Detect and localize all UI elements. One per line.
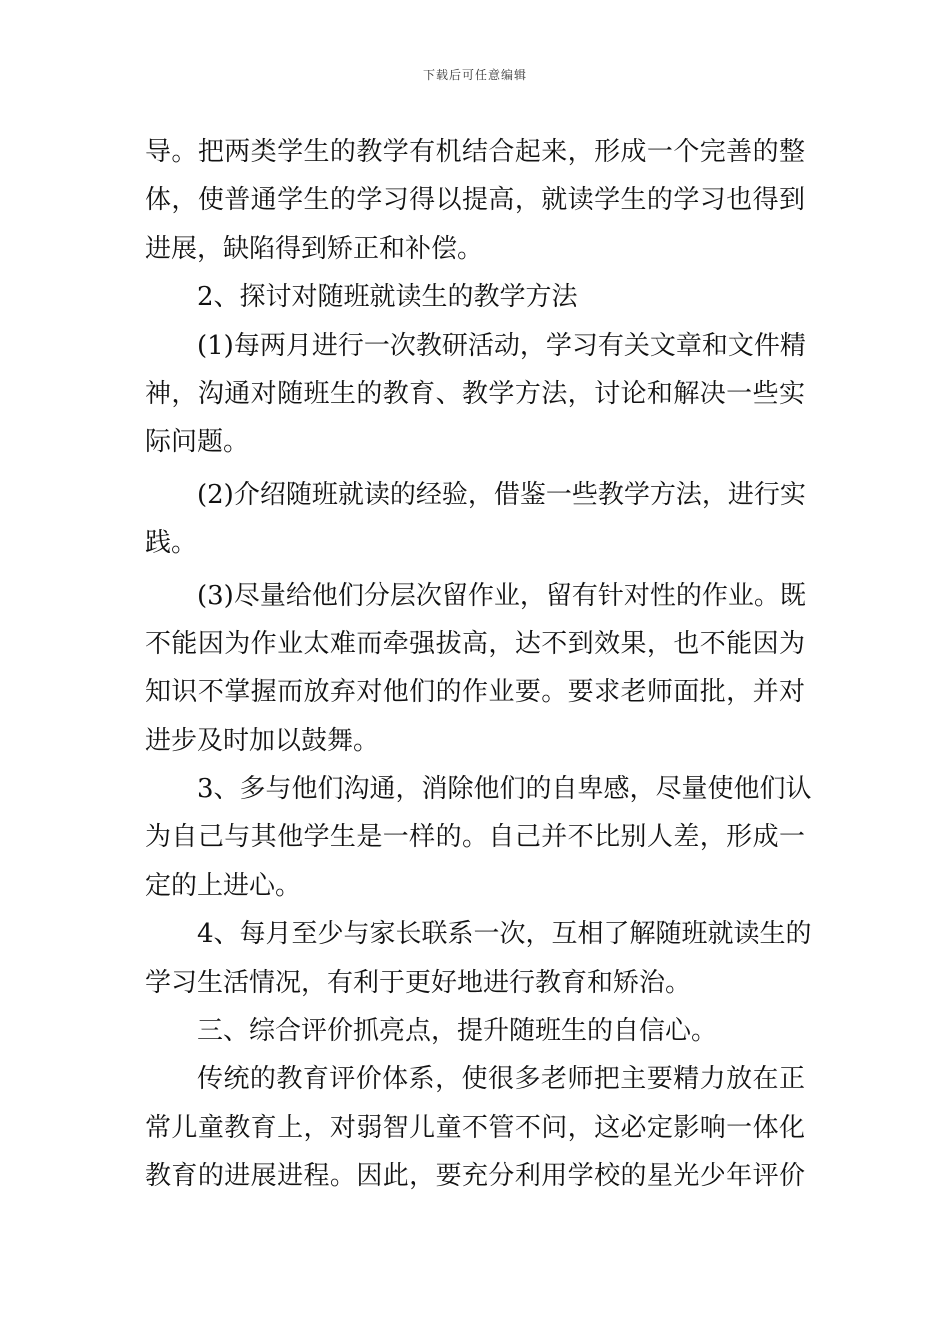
text-line: 为自己与其他学生是一样的。自己并不比别人差，形成一 xyxy=(145,822,805,853)
paragraph xyxy=(145,765,812,910)
text-line: 定的上进心。 xyxy=(145,870,302,901)
paragraph xyxy=(145,128,805,273)
text-line: 学习生活情况，有利于更好地进行教育和矫治。 xyxy=(145,967,692,998)
page-header-note: 下载后可任意编辑 xyxy=(422,68,527,82)
text-line: 3、多与他们沟通，消除他们的自卑感，尽量使他们认 xyxy=(197,774,812,805)
text-line: 导。把两类学生的教学有机结合起来，形成一个完善的整 xyxy=(145,137,805,167)
text-line: 进展，缺陷得到矫正和补偿。 xyxy=(145,233,484,264)
text-line: 体，使普通学生的学习得以提高，就读学生的学习也得到 xyxy=(145,185,805,216)
text-line: 进步及时加以鼓舞。 xyxy=(145,725,380,756)
section-heading xyxy=(145,1007,805,1055)
text-line: 常儿童教育上，对弱智儿童不管不问，这必定影响一体化 xyxy=(145,1112,805,1143)
text-line: 传统的教育评价体系，使很多老师把主要精力放在正 xyxy=(197,1064,805,1095)
section-heading xyxy=(145,273,805,321)
paragraph xyxy=(145,910,812,1007)
paragraph xyxy=(145,1055,805,1200)
paragraph xyxy=(145,322,805,467)
text-line: (2)介绍随班就读的经验，借鉴一些教学方法，进行实 xyxy=(197,479,806,510)
text-line: 知识不掌握而放弃对他们的作业要。要求老师面批，并对 xyxy=(145,677,805,708)
text-line: 2、探讨对随班就读生的教学方法 xyxy=(197,282,578,313)
text-line: 际问题。 xyxy=(145,427,250,458)
text-line: 三、综合评价抓亮点，提升随班生的自信心。 xyxy=(197,1016,718,1047)
text-line: 4、每月至少与家长联系一次，互相了解随班就读生的 xyxy=(197,919,812,950)
document-body xyxy=(145,128,812,1201)
text-line: (1)每两月进行一次教研活动，学习有关文章和文件精 xyxy=(197,330,806,361)
paragraph xyxy=(145,572,805,766)
text-line: (3)尽量给他们分层次留作业，留有针对性的作业。既 xyxy=(197,580,806,611)
text-line: 践。 xyxy=(145,528,198,559)
text-line: 不能因为作业太难而牵强拔高，达不到效果，也不能因为 xyxy=(145,628,805,659)
text-line: 神，沟通对随班生的教育、教学方法，讨论和解决一些实 xyxy=(145,378,805,409)
text-line: 教育的进展进程。因此，要充分利用学校的星光少年评价 xyxy=(145,1161,805,1192)
paragraph xyxy=(145,471,805,568)
